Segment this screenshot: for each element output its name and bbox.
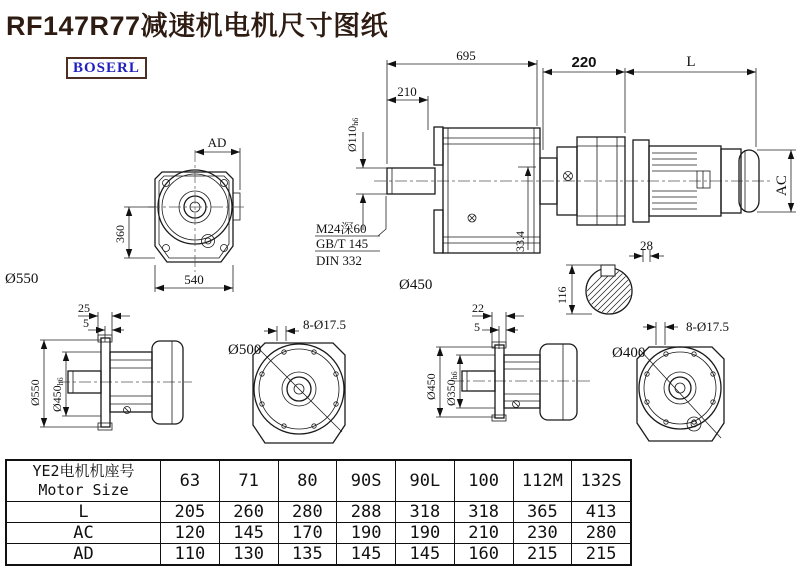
table-cell: 210: [455, 523, 514, 543]
table-cell: 170: [279, 523, 338, 543]
table-size-col: 112M: [514, 461, 573, 501]
flange-d-dia-label: Ø400: [612, 345, 646, 361]
flange-d-holes-label: 8-Ø17.5: [686, 319, 729, 334]
dim-334-label: 33.4: [513, 231, 527, 252]
table-cell: 205: [161, 502, 220, 522]
front-diameter-label: Ø550: [5, 271, 39, 287]
front-view: [5, 135, 245, 292]
dim-116-label: 116: [555, 286, 569, 304]
dim-5-label: 5: [83, 316, 89, 330]
table-cell: 413: [585, 502, 617, 522]
table-size-col: 132S: [580, 471, 622, 491]
flange-c-outer-label: Ø450: [424, 373, 438, 400]
table-cell: 120: [161, 523, 220, 543]
dim-l-label: L: [686, 54, 696, 70]
flange-side-view-c: [424, 301, 590, 421]
table-row-l: [7, 502, 630, 523]
dim-ac-label: AC: [774, 175, 790, 196]
dim-ad-label: AD: [207, 135, 227, 150]
page-title: RF147R77减速机电机尺寸图纸: [6, 11, 389, 41]
table-cell: 160: [455, 544, 514, 564]
table-cell: 145: [220, 523, 279, 543]
shaft-diameter-label: Ø110h6: [345, 117, 360, 152]
table-cell: 215: [514, 544, 573, 564]
table-row-ac: [7, 523, 630, 544]
thread-note-1: M24深60: [316, 221, 367, 236]
table-size-col: 100: [455, 461, 514, 501]
table-header-row: [7, 461, 630, 502]
table-cell: 130: [220, 544, 279, 564]
dim-22-label: 22: [472, 301, 484, 315]
table-cell: 280: [585, 523, 617, 543]
flange-b-dia-label: Ø500: [228, 342, 262, 358]
table-cell: 215: [585, 544, 617, 564]
header-cn: YE2电机机座号: [32, 462, 135, 480]
table-size-col: 90L: [396, 461, 455, 501]
table-size-col: 80: [279, 461, 338, 501]
table-size-col: 71: [220, 461, 279, 501]
dim-360-label: 360: [113, 225, 127, 243]
table-cell: 288: [337, 502, 396, 522]
flange-a-outer-label: Ø550: [28, 379, 42, 406]
table-cell: 190: [396, 523, 455, 543]
flange-front-view-b: [228, 317, 346, 443]
table-cell: 365: [514, 502, 573, 522]
table-size-col: 90S: [337, 461, 396, 501]
table-cell: 190: [337, 523, 396, 543]
table-cell: 318: [396, 502, 455, 522]
table-cell: 260: [220, 502, 279, 522]
table-row-ad: [7, 544, 630, 564]
motor-view: [540, 54, 796, 225]
header-en: Motor Size: [38, 481, 129, 499]
thread-note-2: GB/T 145: [316, 236, 369, 251]
oil-plug-icon: [564, 172, 573, 181]
table-cell: 145: [396, 544, 455, 564]
brand-logo: BOSERL: [66, 57, 147, 79]
dim-28-label: 28: [640, 238, 653, 253]
dim-25-label: 25: [78, 301, 90, 315]
flange-c-inner-label: Ø350h6: [444, 371, 459, 406]
row-label: AD: [7, 544, 161, 564]
table-cell: 145: [337, 544, 396, 564]
row-label: L: [7, 502, 161, 522]
table-cell: 110: [161, 544, 220, 564]
flange-front-view-d: [612, 319, 729, 441]
dimensions-table: [5, 459, 632, 566]
flange-b-holes-label: 8-Ø17.5: [303, 317, 346, 332]
side-view: [315, 48, 770, 293]
oil-plug-icon: [513, 401, 520, 408]
table-cell: 280: [279, 502, 338, 522]
table-cell: 230: [514, 523, 573, 543]
flange-side-view-a: [28, 301, 192, 430]
dim-220-label: 220: [571, 54, 597, 71]
table-cell: 135: [279, 544, 338, 564]
dim-210-label: 210: [397, 84, 417, 99]
flange-a-inner-label: Ø450h6: [50, 377, 65, 412]
thread-note-3: DIN 332: [316, 253, 362, 268]
dim-5c-label: 5: [474, 320, 480, 334]
oil-plug-icon: [468, 214, 476, 222]
row-label: AC: [7, 523, 161, 543]
side-diameter-label: Ø450: [399, 277, 433, 293]
table-size-col: 63: [161, 461, 220, 501]
dim-695-label: 695: [456, 48, 476, 63]
table-header-motor-size: [7, 461, 161, 501]
shaft-cross-section: [555, 238, 676, 318]
dim-540-label: 540: [184, 272, 204, 287]
table-cell: 318: [455, 502, 514, 522]
